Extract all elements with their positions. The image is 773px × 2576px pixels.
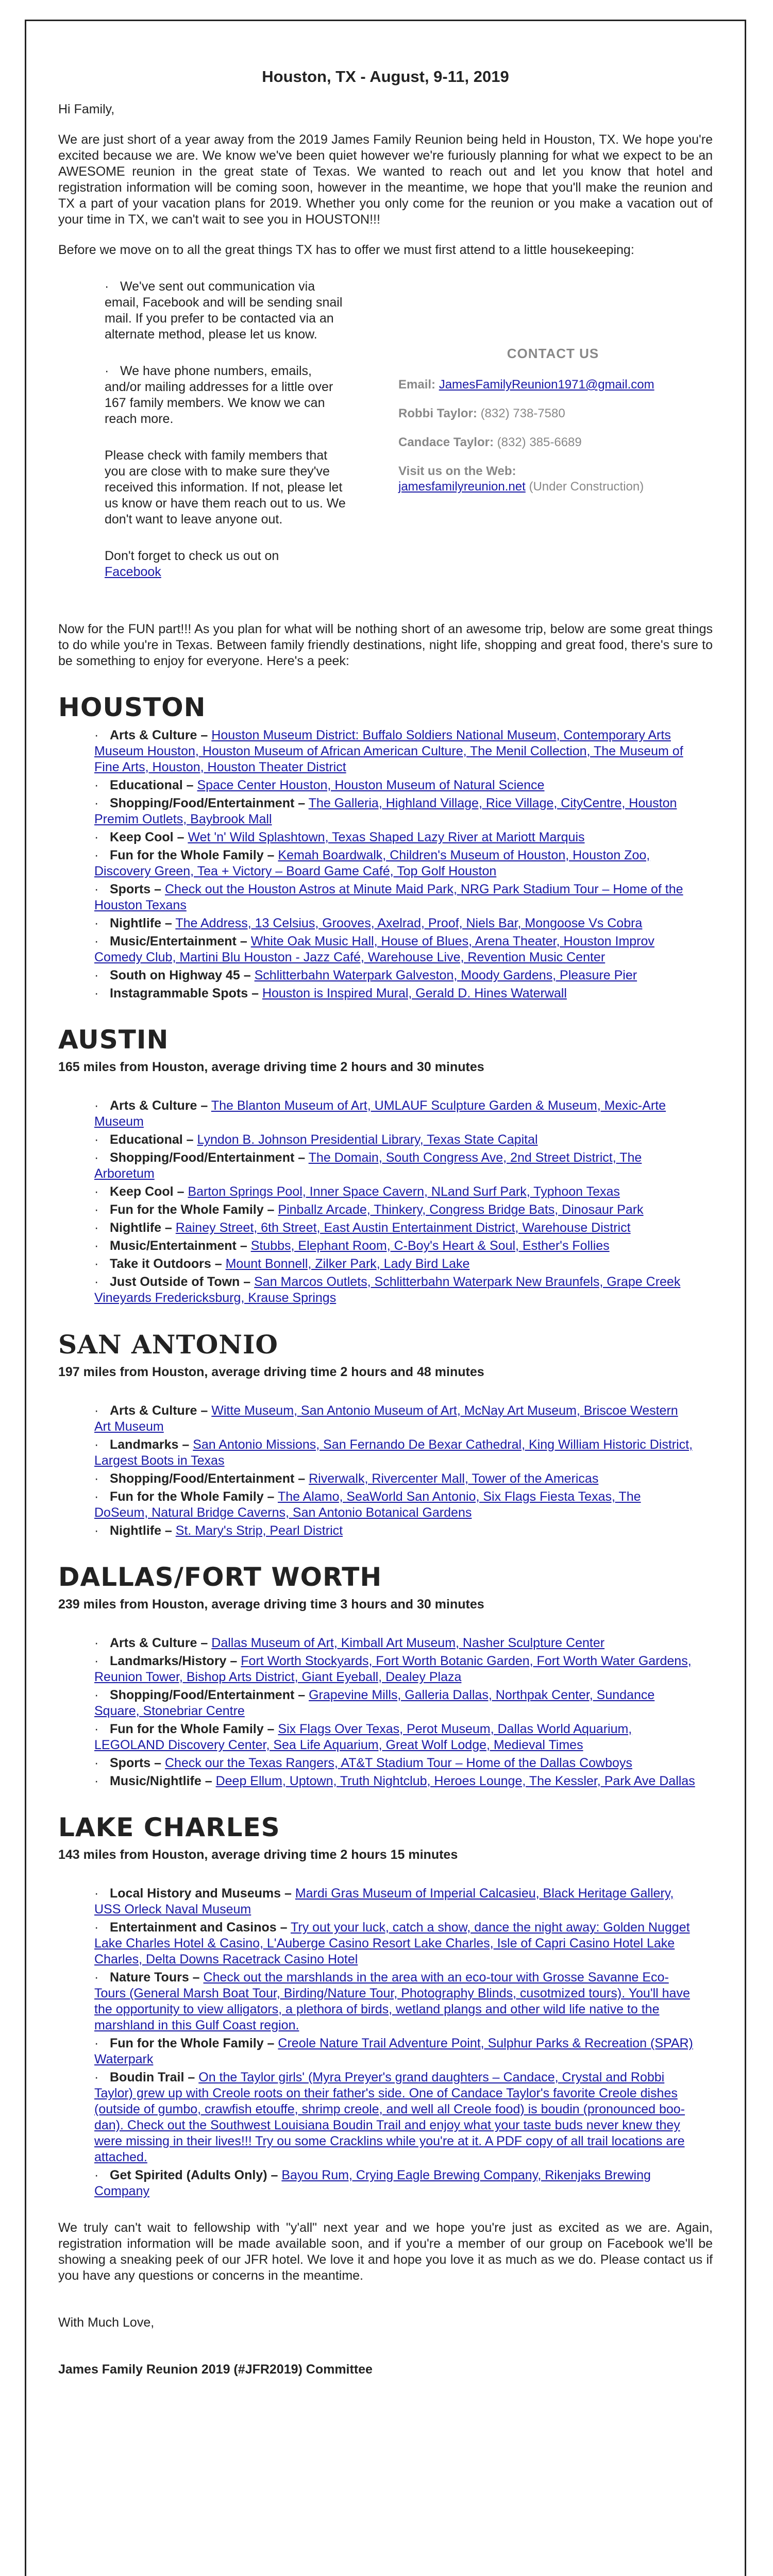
bullet-dot: · <box>94 1774 99 1788</box>
item-label: Fun for the Whole Family – <box>110 1489 275 1504</box>
bullet-dot: · <box>94 1920 99 1935</box>
item-label: Fun for the Whole Family – <box>110 2036 275 2050</box>
item-label: Shopping/Food/Entertainment – <box>110 1150 306 1165</box>
list-item <box>94 1274 713 1306</box>
item-links[interactable]: Deep Ellum, Uptown, Truth Nightclub, Heroes Lounge, The Kessler, Park Ave Dallas <box>215 1774 695 1788</box>
item-label: Nightlife – <box>110 916 172 930</box>
item-links[interactable]: Kemah Boardwalk, Children's Museum of Houston, Houston Zoo, Discovery Green, Tea + Victory – Board Game Café, Top Golf Houston <box>94 848 650 878</box>
lake-charles-heading: LAKE CHARLES <box>58 1812 280 1842</box>
item-links[interactable]: Riverwalk, Rivercenter Mall, Tower of the Americas <box>309 1471 599 1486</box>
intro-paragraph: We are just short of a year away from the 2019 James Family Reunion being held in Houston, TX. We hope you're excited because we are. We know we've been quiet however we're furiously planning for what we expect to be an AWESOME reunion in the great state of Texas. We wanted to reach out and let you know that hotel and registration information will be coming soon, however in the meantime, we hope that you'll make the reunion and TX a part of your vacation plans for 2019. Whether you only come for the reunion or you make a vacation out of your time in TX, we can't wait to see you in HOUSTON!!! <box>58 132 713 227</box>
list-item <box>94 1653 713 1685</box>
list-item <box>94 1437 713 1469</box>
housekeeping-text: We've sent out communication via email, Facebook and will be sending snail mail. If you prefer to be contacted via an alternate method, please let us know. <box>105 279 343 342</box>
austin-distance: 165 miles from Houston, average driving time 2 hours and 30 minutes <box>58 1060 484 1074</box>
bullet-dot: · <box>94 848 99 862</box>
bullet-dot: · <box>94 1636 99 1650</box>
contact-web <box>398 464 708 495</box>
item-links[interactable]: The Address, 13 Celsius, Grooves, Axelrad, Proof, Niels Bar, Mongoose Vs Cobra <box>175 916 643 930</box>
list-item <box>94 1687 713 1719</box>
item-label: Sports – <box>110 1756 162 1770</box>
housekeeping-bullet-2 <box>105 363 347 427</box>
bullet-dot: · <box>94 2168 99 2182</box>
list-item <box>94 934 713 965</box>
item-links[interactable]: Mount Bonnell, Zilker Park, Lady Bird Lake <box>225 1257 470 1271</box>
item-label: South on Highway 45 – <box>110 968 251 982</box>
list-item <box>94 848 713 879</box>
bullet-dot: · <box>94 1489 99 1504</box>
item-links[interactable]: On the Taylor girls' (Myra Preyer's grand daughters – Candace, Crystal and Robbi Taylor) grew up with Creole roots on their father's side. One of Candace Taylor's favorite Creole dishes (outside of gumbo, crawfish etouffe, shrimp creole, and well all Creole food) is boudin (pronounced boo-dan). Check out the Southwest Louisiana Boudin Trail and enjoy what your taste buds never knew they were missing in their lives!!! Try ou some Cracklins while you're at it. A PDF copy of all trail locations are attached. <box>94 2070 685 2164</box>
facebook-link[interactable]: Facebook <box>105 565 161 579</box>
list-item <box>94 727 713 775</box>
web-label: Visit us on the Web: <box>398 464 516 478</box>
houston-list <box>58 727 713 1002</box>
list-item <box>94 1150 713 1182</box>
list-item <box>94 1970 713 2033</box>
bullet-dot: · <box>94 1523 99 1538</box>
item-links[interactable]: Houston Museum District: Buffalo Soldiers National Museum, Contemporary Arts Museum Houston, Houston Museum of African American Culture, The Menil Collection, The Museum of Fine Arts, Houston, Houston Theater District <box>94 728 683 774</box>
item-links[interactable]: St. Mary's Strip, Pearl District <box>175 1523 343 1538</box>
list-item <box>94 1755 713 1771</box>
bullet-dot: · <box>94 1184 99 1199</box>
contact-box <box>347 279 708 601</box>
signature: James Family Reunion 2019 (#JFR2019) Committee <box>58 2362 373 2377</box>
document-title: Houston, TX - August, 9-11, 2019 <box>262 67 509 86</box>
item-label: Keep Cool – <box>110 830 184 844</box>
bullet-dot: · <box>94 1688 99 1702</box>
austin-heading: AUSTIN <box>58 1025 169 1055</box>
candace-label: Candace Taylor: <box>398 435 494 449</box>
item-links[interactable]: San Marcos Outlets, Schlitterbahn Waterpark New Braunfels, Grape Creek Vineyards Fredericksburg, Krause Springs <box>94 1275 681 1305</box>
item-links[interactable]: The Alamo, SeaWorld San Antonio, Six Flags Fiesta Texas, The DoSeum, Natural Bridge Caverns, San Antonio Botanical Gardens <box>94 1489 641 1520</box>
item-links[interactable]: Schlitterbahn Waterpark Galveston, Moody Gardens, Pleasure Pier <box>254 968 637 982</box>
item-label: Music/Entertainment – <box>110 934 247 948</box>
item-links[interactable]: White Oak Music Hall, House of Blues, Arena Theater, Houston Improv Comedy Club, Martini Blu Houston - Jazz Café, Warehouse Live, Revention Music Center <box>94 934 654 964</box>
facebook-prompt: Don't forget to check us out on <box>105 549 279 563</box>
san-antonio-list <box>58 1403 713 1539</box>
robbi-label: Robbi Taylor: <box>398 406 477 420</box>
list-item <box>94 1886 713 1918</box>
contact-email <box>398 377 708 393</box>
bullet-dot: · <box>94 2036 99 2050</box>
sign-off: With Much Love, <box>58 2315 155 2330</box>
item-label: Landmarks/History – <box>110 1654 238 1668</box>
item-label: Arts & Culture – <box>110 1403 208 1418</box>
item-label: Arts & Culture – <box>110 728 208 742</box>
san-antonio-distance: 197 miles from Houston, average driving time 2 hours and 48 minutes <box>58 1365 484 1379</box>
item-label: Take it Outdoors – <box>110 1257 222 1271</box>
list-item <box>94 1489 713 1521</box>
item-label: Boudin Trail – <box>110 2070 195 2084</box>
item-links[interactable]: Barton Springs Pool, Inner Space Cavern, NLand Surf Park, Typhoon Texas <box>188 1184 620 1199</box>
greeting: Hi Family, <box>58 102 115 116</box>
item-links[interactable]: The Blanton Museum of Art, UMLAUF Sculpture Garden & Museum, Mexic-Arte Museum <box>94 1098 666 1129</box>
item-label: Music/Entertainment – <box>110 1239 247 1253</box>
list-item <box>94 986 713 1002</box>
list-item <box>94 916 713 931</box>
housekeeping-check-family: Please check with family members that you are close with to make sure they've received this information. If not, please let us know or have them reach out to us. We don't want to leave anyone out. <box>105 448 346 527</box>
item-label: Instagrammable Spots – <box>110 986 259 1001</box>
houston-heading: HOUSTON <box>58 692 206 722</box>
bullet-dot: · <box>94 986 99 1001</box>
bullet-dot: · <box>94 1257 99 1271</box>
item-links[interactable]: Check our the Texas Rangers, AT&T Stadium Tour – Home of the Dallas Cowboys <box>164 1756 632 1770</box>
bullet-dot: · <box>94 1437 99 1452</box>
item-links[interactable]: Space Center Houston, Houston Museum of Natural Science <box>197 778 545 792</box>
item-links[interactable]: Check out the Houston Astros at Minute Maid Park, NRG Park Stadium Tour – Home of the Houston Texans <box>94 882 683 912</box>
item-links[interactable]: Try out your luck, catch a show, dance the night away: Golden Nugget Lake Charles Hotel & Casino, L'Auberge Casino Resort Lake Charles, Isle of Capri Casino Hotel Lake Charles, Delta Downs Racetrack Casino Hotel <box>94 1920 690 1967</box>
item-label: Fun for the Whole Family – <box>110 848 275 862</box>
item-links[interactable]: The Domain, South Congress Ave, 2nd Street District, The Arboretum <box>94 1150 642 1181</box>
bullet-dot: · <box>94 1886 99 1901</box>
list-item <box>94 1220 713 1236</box>
item-label: Educational – <box>110 1132 194 1147</box>
item-label: Arts & Culture – <box>110 1098 208 1113</box>
item-label: Local History and Museums – <box>110 1886 292 1901</box>
closing-paragraph: We truly can't wait to fellowship with "y'all" next year and we hope you're just as excited as we are. Again, registration information will be made available soon, and if you're a member of our group on Facebook we'll be showing a sneaking peek of our JFR hotel. We love it and hope you love it as much as we do. Please contact us if you have any questions or concerns in the meantime. <box>58 2221 713 2283</box>
bullet-dot: · <box>94 968 99 982</box>
fun-intro: Now for the FUN part!!! As you plan for what will be nothing short of an awesome trip, below are some great things to do while you're in Texas. Between family friendly destinations, night life, shopping and great food, there's sure to be something to enjoy for everyone. Here's a peek: <box>58 622 713 668</box>
housekeeping-facebook <box>105 548 347 580</box>
bullet-dot: · <box>94 728 99 742</box>
list-item <box>94 2167 713 2199</box>
bullet-dot: · <box>94 1970 99 1985</box>
list-item <box>94 882 713 913</box>
housekeeping-bullet-1 <box>105 279 347 343</box>
item-links[interactable]: Mardi Gras Museum of Imperial Calcasieu, Black Heritage Gallery, USS Orleck Naval Museum <box>94 1886 674 1917</box>
item-links[interactable]: Houston is Inspired Mural, Gerald D. Hines Waterwall <box>262 986 567 1001</box>
bullet-dot: · <box>94 1756 99 1770</box>
bullet-dot: · <box>94 778 99 792</box>
housekeeping-section <box>58 279 713 601</box>
list-item <box>94 1202 713 1218</box>
item-links[interactable]: Dallas Museum of Art, Kimball Art Museum, Nasher Sculpture Center <box>211 1636 605 1650</box>
austin-list <box>58 1098 713 1306</box>
list-item <box>94 1635 713 1651</box>
list-item <box>94 1920 713 1968</box>
contact-heading: CONTACT US <box>507 346 599 361</box>
bullet-dot: · <box>94 1471 99 1486</box>
candace-phone: (832) 385-6689 <box>497 435 582 449</box>
item-label: Music/Nightlife – <box>110 1774 212 1788</box>
web-note: (Under Construction) <box>529 480 644 494</box>
item-links[interactable]: Creole Nature Trail Adventure Point, Sulphur Parks & Recreation (SPAR) Waterpark <box>94 2036 693 2066</box>
document-page <box>25 20 746 2576</box>
item-label: Fun for the Whole Family – <box>110 1722 275 1736</box>
item-links[interactable]: Pinballz Arcade, Thinkery, Congress Bridge Bats, Dinosaur Park <box>278 1202 644 1217</box>
list-item <box>94 1721 713 1753</box>
item-label: Sports – <box>110 882 162 896</box>
bullet-dot: · <box>105 279 109 294</box>
lake-charles-list <box>58 1886 713 2199</box>
bullet-dot: · <box>94 1132 99 1147</box>
housekeeping-text: We have phone numbers, emails, and/or mailing addresses for a little over 167 family members. We know we can reach more. <box>105 364 333 426</box>
dfw-heading: DALLAS/FORT WORTH <box>58 1562 382 1592</box>
list-item <box>94 2036 713 2067</box>
list-item <box>94 1471 713 1487</box>
dfw-list <box>58 1635 713 1789</box>
bullet-dot: · <box>94 1275 99 1289</box>
item-label: Get Spirited (Adults Only) – <box>110 2168 278 2182</box>
bullet-dot: · <box>94 1654 99 1668</box>
item-links[interactable]: Check out the marshlands in the area with an eco-tour with Grosse Savanne Eco-Tours (General Marsh Boat Tour, Birding/Nature Tour, Photography Blinds, cusotmized tours). You'll have the opportunity to view alligators, a plethora of birds, wetland plangs and other wild life native to the marshland in this Gulf Coast region. <box>94 1970 690 2032</box>
robbi-phone: (832) 738-7580 <box>480 406 565 420</box>
bullet-dot: · <box>94 1098 99 1113</box>
list-item <box>94 795 713 827</box>
contact-candace <box>398 435 708 450</box>
bullet-dot: · <box>94 1722 99 1736</box>
item-links[interactable]: Wet 'n' Wild Splashtown, Texas Shaped Lazy River at Mariott Marquis <box>188 830 585 844</box>
item-label: Shopping/Food/Entertainment – <box>110 1688 306 1702</box>
item-links[interactable]: Stubbs, Elephant Room, C-Boy's Heart & Soul, Esther's Follies <box>250 1239 610 1253</box>
list-item <box>94 1132 713 1148</box>
item-label: Arts & Culture – <box>110 1636 208 1650</box>
housekeeping-intro: Before we move on to all the great things TX has to offer we must first attend to a little housekeeping: <box>58 243 634 257</box>
bullet-dot: · <box>105 364 109 378</box>
bullet-dot: · <box>94 934 99 948</box>
list-item <box>94 2070 713 2165</box>
item-links[interactable]: Bayou Rum, Crying Eagle Brewing Company, Rikenjaks Brewing Company <box>94 2168 651 2198</box>
list-item <box>94 1098 713 1130</box>
item-links[interactable]: Fort Worth Stockyards, Fort Worth Botanic Garden, Fort Worth Water Gardens, Reunion Tower, Bishop Arts District, Giant Eyeball, Dealey Plaza <box>94 1654 692 1684</box>
item-label: Educational – <box>110 778 194 792</box>
item-label: Nightlife – <box>110 1221 172 1235</box>
bullet-dot: · <box>94 882 99 896</box>
san-antonio-heading: SAN ANTONIO <box>58 1329 278 1360</box>
item-links[interactable]: Six Flags Over Texas, Perot Museum, Dallas World Aquarium, LEGOLAND Discovery Center, Sea Life Aquarium, Great Wolf Lodge, Medieval Times <box>94 1722 632 1752</box>
item-label: Shopping/Food/Entertainment – <box>110 796 306 810</box>
housekeeping-notes <box>58 279 347 601</box>
email-label: Email: <box>398 378 436 392</box>
item-label: Fun for the Whole Family – <box>110 1202 275 1217</box>
item-label: Keep Cool – <box>110 1184 184 1199</box>
bullet-dot: · <box>94 1403 99 1418</box>
website-link[interactable]: jamesfamilyreunion.net <box>398 480 526 494</box>
item-links[interactable]: Rainey Street, 6th Street, East Austin Entertainment District, Warehouse District <box>175 1221 631 1235</box>
bullet-dot: · <box>94 1202 99 1217</box>
list-item <box>94 1523 713 1539</box>
list-item <box>94 968 713 984</box>
list-item <box>94 1184 713 1200</box>
item-links[interactable]: Grapevine Mills, Galleria Dallas, Northpak Center, Sundance Square, Stonebriar Centre <box>94 1688 655 1718</box>
list-item <box>94 1403 713 1435</box>
item-links[interactable]: Witte Museum, San Antonio Museum of Art, McNay Art Museum, Briscoe Western Art Museum <box>94 1403 678 1434</box>
item-links[interactable]: The Galleria, Highland Village, Rice Village, CityCentre, Houston Premim Outlets, Baybrook Mall <box>94 796 677 826</box>
item-label: Just Outside of Town – <box>110 1275 251 1289</box>
lake-charles-distance: 143 miles from Houston, average driving time 2 hours 15 minutes <box>58 1848 458 1862</box>
bullet-dot: · <box>94 830 99 844</box>
item-links[interactable]: Lyndon B. Johnson Presidential Library, Texas State Capital <box>197 1132 538 1147</box>
email-link[interactable]: JamesFamilyReunion1971@gmail.com <box>439 378 654 392</box>
list-item <box>94 829 713 845</box>
list-item <box>94 1773 713 1789</box>
item-label: Entertainment and Casinos – <box>110 1920 288 1935</box>
item-label: Landmarks – <box>110 1437 190 1452</box>
bullet-dot: · <box>94 1239 99 1253</box>
contact-robbi <box>398 406 708 421</box>
list-item <box>94 777 713 793</box>
bullet-dot: · <box>94 2070 99 2084</box>
item-links[interactable]: San Antonio Missions, San Fernando De Bexar Cathedral, King William Historic District, Largest Boots in Texas <box>94 1437 693 1468</box>
bullet-dot: · <box>94 1221 99 1235</box>
dfw-distance: 239 miles from Houston, average driving time 3 hours and 30 minutes <box>58 1597 484 1612</box>
list-item <box>94 1256 713 1272</box>
list-item <box>94 1238 713 1254</box>
item-label: Nightlife – <box>110 1523 172 1538</box>
bullet-dot: · <box>94 916 99 930</box>
item-label: Nature Tours – <box>110 1970 200 1985</box>
item-label: Shopping/Food/Entertainment – <box>110 1471 306 1486</box>
bullet-dot: · <box>94 796 99 810</box>
bullet-dot: · <box>94 1150 99 1165</box>
